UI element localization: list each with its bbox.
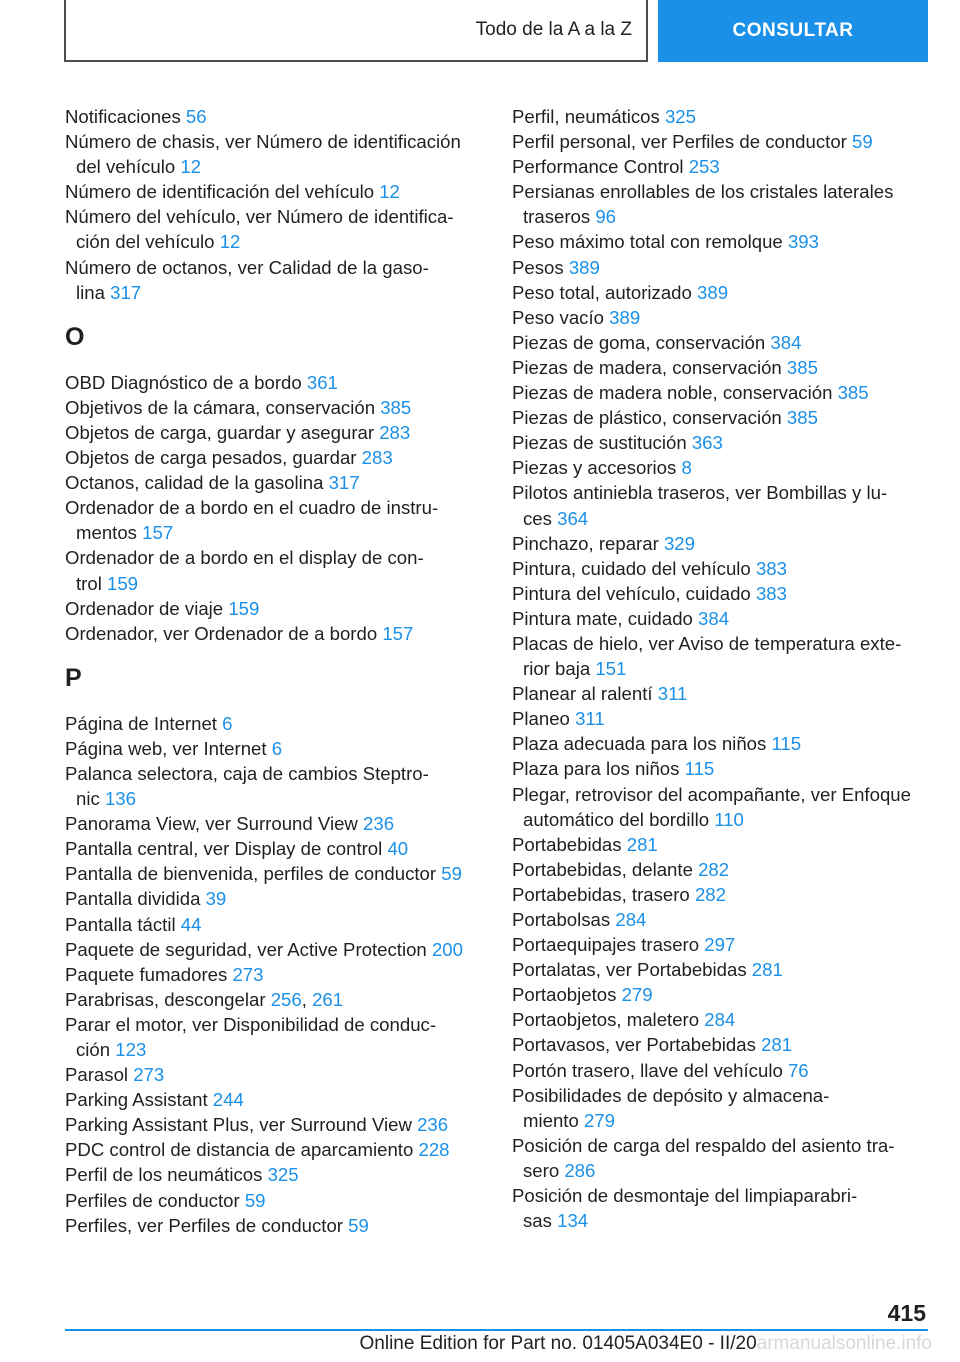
index-entry: Perfil personal, ver Perfiles de conductor 59 <box>512 131 873 153</box>
header-tabs <box>64 0 928 64</box>
index-entry: Página de Internet 6 <box>65 712 233 734</box>
index-entry: Notificaciones 56 <box>65 106 207 127</box>
page-reference-link[interactable]: 385 <box>786 407 818 429</box>
page-reference-link[interactable]: 115 <box>684 758 715 780</box>
page-reference-link[interactable]: 12 <box>379 181 400 203</box>
index-entry: Pantalla dividida 39 <box>65 888 227 910</box>
index-entry: Pantalla de bienvenida, perfiles de conductor 59 <box>65 863 462 885</box>
index-entry: Parabrisas, descongelar 256, 261 <box>65 988 344 1010</box>
index-entry: Posición de carga del respaldo del asiento tra- sero 286 <box>512 1134 895 1181</box>
page-reference-link[interactable]: 317 <box>110 281 142 303</box>
index-entry: Número de identificación del vehículo 12 <box>65 181 400 203</box>
page-reference-link[interactable]: 279 <box>583 1109 616 1131</box>
index-entry: Portón trasero, llave del vehículo 76 <box>512 1059 809 1081</box>
footer-divider <box>65 1329 928 1331</box>
index-entry: Página web, ver Internet 6 <box>65 737 283 759</box>
index-entry: Performance Control 253 <box>512 156 720 178</box>
index-entry: Parking Assistant Plus, ver Surround View 236 <box>65 1114 449 1136</box>
index-entry: Piezas de goma, conservación 384 <box>512 331 802 353</box>
index-entry: Palanca selectora, caja de cambios Steptro- nic 136 <box>65 762 429 810</box>
page-reference-link[interactable]: 151 <box>595 658 627 680</box>
page-reference-link[interactable]: 123 <box>115 1039 147 1060</box>
index-entry: Portalatas, ver Portabebidas 281 <box>512 959 783 981</box>
footer <box>300 1333 932 1355</box>
index-entry: Objetos de carga, guardar y asegurar 283 <box>65 421 411 443</box>
tab-consult[interactable]: CONSULTAR <box>658 0 928 62</box>
page-reference-link[interactable]: 253 <box>688 156 720 178</box>
page-reference-link[interactable]: 284 <box>615 909 647 930</box>
index-entry: Pintura mate, cuidado 384 <box>512 607 730 629</box>
index-entry: Plegar, retrovisor del acompañante, ver Enfoque automático del bordillo 110 <box>512 783 911 830</box>
page-reference-link[interactable]: 59 <box>244 1189 266 1211</box>
index-entry: Pintura del vehículo, cuidado 383 <box>512 582 787 604</box>
index-entry: Portaequipajes trasero 297 <box>512 934 736 956</box>
tab-a-to-z[interactable]: Todo de la A a la Z <box>64 0 648 62</box>
page-reference-link[interactable]: 59 <box>852 131 873 153</box>
page-reference-link[interactable]: 159 <box>228 597 260 619</box>
page-reference-link[interactable]: 389 <box>697 281 729 303</box>
index-entry: PDC control de distancia de aparcamiento 228 <box>65 1139 450 1161</box>
page-reference-link[interactable]: 286 <box>564 1159 596 1181</box>
page-reference-link[interactable]: 76 <box>787 1059 809 1081</box>
index-entry: Piezas de madera, conservación 385 <box>512 356 818 378</box>
page-reference-link[interactable]: 134 <box>557 1210 589 1232</box>
page-reference-link[interactable]: 297 <box>704 934 736 956</box>
page-reference-link[interactable]: 56 <box>185 106 207 127</box>
index-entry: Paquete de seguridad, ver Active Protection 200 <box>65 938 463 960</box>
page-reference-link[interactable]: 228 <box>418 1139 450 1161</box>
page-reference-link[interactable]: 110 <box>714 808 744 830</box>
index-section-letter: P <box>65 663 82 692</box>
index-entry: Pantalla táctil 44 <box>65 913 202 935</box>
index-entry: Parasol 273 <box>65 1064 165 1086</box>
index-entry: Perfiles, ver Perfiles de conductor 59 <box>65 1214 369 1236</box>
index-entry: Pantalla central, ver Display de control 40 <box>65 838 409 860</box>
index-entry: Panorama View, ver Surround View 236 <box>65 813 395 835</box>
index-entry: Planeo 311 <box>512 708 605 730</box>
index-entry: Piezas de sustitución 363 <box>512 432 723 454</box>
index-entry: Número de octanos, ver Calidad de la gaso- lina 317 <box>65 256 429 303</box>
page-reference-link[interactable]: 283 <box>361 447 393 469</box>
index-entry: Planear al ralentí 311 <box>512 683 688 705</box>
page-reference-link[interactable]: 389 <box>609 306 641 328</box>
index-entry: Persianas enrollables de los cristales laterales traseros 96 <box>512 181 894 228</box>
index-entry: Peso máximo total con remolque 393 <box>512 231 819 253</box>
index-entry: OBD Diagnóstico de a bordo 361 <box>65 371 338 393</box>
index-entry: Portabebidas, delante 282 <box>512 858 730 880</box>
index-entry: Placas de hielo, ver Aviso de temperatura exte- rior baja 151 <box>512 632 902 680</box>
page-reference-link[interactable]: 383 <box>755 557 787 579</box>
page-reference-link[interactable]: 325 <box>267 1164 299 1186</box>
page-reference-link[interactable]: 311 <box>575 708 605 730</box>
page-reference-link[interactable]: 383 <box>755 582 787 604</box>
page-reference-link[interactable]: 317 <box>328 472 360 494</box>
page-reference-link[interactable]: 200 <box>431 938 463 960</box>
page-reference-link[interactable]: 136 <box>104 788 136 810</box>
page-reference-link[interactable]: 389 <box>568 256 600 278</box>
index-entry: Peso total, autorizado 389 <box>512 281 729 303</box>
page-reference-link[interactable]: 393 <box>787 231 819 253</box>
page-reference-link[interactable]: 12 <box>180 156 202 178</box>
index-entry: Portaobjetos, maletero 284 <box>512 1009 736 1031</box>
page-reference-link[interactable]: 361 <box>306 371 338 393</box>
index-entry: Perfil, neumáticos 325 <box>512 106 696 127</box>
index-entry: Perfil de los neumáticos 325 <box>65 1164 299 1186</box>
index-entry: Portabebidas, trasero 282 <box>512 883 726 905</box>
index-entry: Portabebidas 281 <box>512 833 658 855</box>
page-reference-link[interactable]: 329 <box>663 532 695 554</box>
page-reference-link[interactable]: 273 <box>232 963 264 985</box>
page-reference-link[interactable]: 236 <box>417 1114 449 1136</box>
page-reference-link[interactable]: 244 <box>212 1089 244 1111</box>
index-entry: Ordenador, ver Ordenador de a bordo 157 <box>65 622 414 644</box>
index-entry: Número de chasis, ver Número de identificación del vehículo 12 <box>65 131 461 178</box>
page-reference-link[interactable]: 385 <box>380 396 412 418</box>
page-reference-link[interactable]: 40 <box>387 838 409 860</box>
page-reference-link[interactable]: 284 <box>704 1009 736 1031</box>
index-entry: Objetivos de la cámara, conservación 385 <box>65 396 412 418</box>
index-column-right <box>512 104 932 1233</box>
page-reference-link[interactable]: 384 <box>698 607 730 629</box>
page-reference-link[interactable]: 281 <box>626 833 658 855</box>
index-section-letter: O <box>65 322 85 351</box>
index-entry: Piezas de madera noble, conservación 385 <box>512 382 869 404</box>
page-reference-link[interactable]: 6 <box>222 712 233 734</box>
page-reference-link[interactable]: 282 <box>694 883 726 905</box>
page-reference-link[interactable]: 159 <box>107 572 139 594</box>
index-entry: Portabolsas 284 <box>512 909 647 930</box>
index-entry: Pesos 389 <box>512 256 600 278</box>
index-entry: Plaza para los niños 115 <box>512 758 715 780</box>
page-reference-link[interactable]: 385 <box>786 356 818 378</box>
page-reference-link[interactable]: 39 <box>205 888 227 910</box>
page-number: 415 <box>887 1300 926 1326</box>
page-reference-link[interactable]: 282 <box>698 858 730 880</box>
index-entry: Objetos de carga pesados, guardar 283 <box>65 447 393 469</box>
page-reference-link[interactable]: 325 <box>664 106 696 127</box>
page-reference-link[interactable]: 311 <box>657 683 688 705</box>
page-reference-link[interactable]: 8 <box>681 457 692 479</box>
page-reference-link[interactable]: 59 <box>441 863 462 885</box>
index-entry: Pintura, cuidado del vehículo 383 <box>512 557 787 579</box>
page-reference-link[interactable]: 384 <box>770 331 802 353</box>
page-reference-link[interactable]: 96 <box>595 206 617 228</box>
index-entry: Piezas y accesorios 8 <box>512 457 692 479</box>
index-entry: Paquete fumadores 273 <box>65 963 264 985</box>
page-reference-link[interactable]: 281 <box>761 1034 793 1056</box>
page-reference-link[interactable]: 157 <box>382 622 414 644</box>
index-entry: Piezas de plástico, conservación 385 <box>512 407 818 429</box>
page-reference-link[interactable]: 279 <box>621 984 653 1006</box>
page-reference-link[interactable]: 59 <box>348 1214 369 1236</box>
page-reference-link[interactable]: 115 <box>771 733 802 755</box>
page-reference-link[interactable]: 281 <box>751 959 783 981</box>
page-reference-link[interactable]: 283 <box>379 421 411 443</box>
page-reference-link[interactable]: 273 <box>133 1064 165 1086</box>
index-entry: Octanos, calidad de la gasolina 317 <box>65 472 360 494</box>
page-reference-link[interactable]: 44 <box>180 913 202 935</box>
index-entry: Perfiles de conductor 59 <box>65 1189 266 1211</box>
page-reference-link[interactable]: 385 <box>837 382 869 404</box>
index-entry: Número del vehículo, ver Número de identifica- ción del vehículo 12 <box>65 206 454 253</box>
page-reference-link[interactable]: 364 <box>557 507 589 529</box>
index-entry: Pilotos antiniebla traseros, ver Bombillas y lu- ces 364 <box>512 482 888 529</box>
index-entry: Posibilidades de depósito y almacena- miento 279 <box>512 1084 830 1131</box>
page-reference-link[interactable]: 236 <box>363 813 395 835</box>
index-entry: Pinchazo, reparar 329 <box>512 532 695 554</box>
page-reference-link[interactable]: 157 <box>142 522 174 544</box>
index-entry: Plaza adecuada para los niños 115 <box>512 733 802 755</box>
index-entry: Ordenador de a bordo en el cuadro de instru- mentos 157 <box>65 497 439 544</box>
page-reference-link[interactable]: 261 <box>312 988 344 1010</box>
index-column-left <box>65 104 485 1238</box>
index-entry: Parking Assistant 244 <box>65 1089 244 1111</box>
index-entry: Parar el motor, ver Disponibilidad de conduc- ción 123 <box>65 1013 437 1060</box>
page-reference-link[interactable]: 363 <box>691 432 723 454</box>
index-entry: Ordenador de viaje 159 <box>65 597 260 619</box>
index-entry: Portavasos, ver Portabebidas 281 <box>512 1034 793 1056</box>
page-reference-link[interactable]: 6 <box>271 737 283 759</box>
page-reference-link[interactable]: 256 <box>270 988 302 1010</box>
page-reference-link[interactable]: 12 <box>219 231 241 253</box>
index-entry: Portaobjetos 279 <box>512 984 653 1006</box>
index-entry: Posición de desmontaje del limpiaparabri- sas 134 <box>512 1185 858 1232</box>
footer-watermark: armanualsonline.info <box>756 1333 932 1354</box>
index-entry: Peso vacío 389 <box>512 306 641 328</box>
index-entry: Ordenador de a bordo en el display de con- trol 159 <box>65 547 424 594</box>
footer-edition: Online Edition for Part no. 01405A034E0 - II/20 <box>359 1333 757 1354</box>
